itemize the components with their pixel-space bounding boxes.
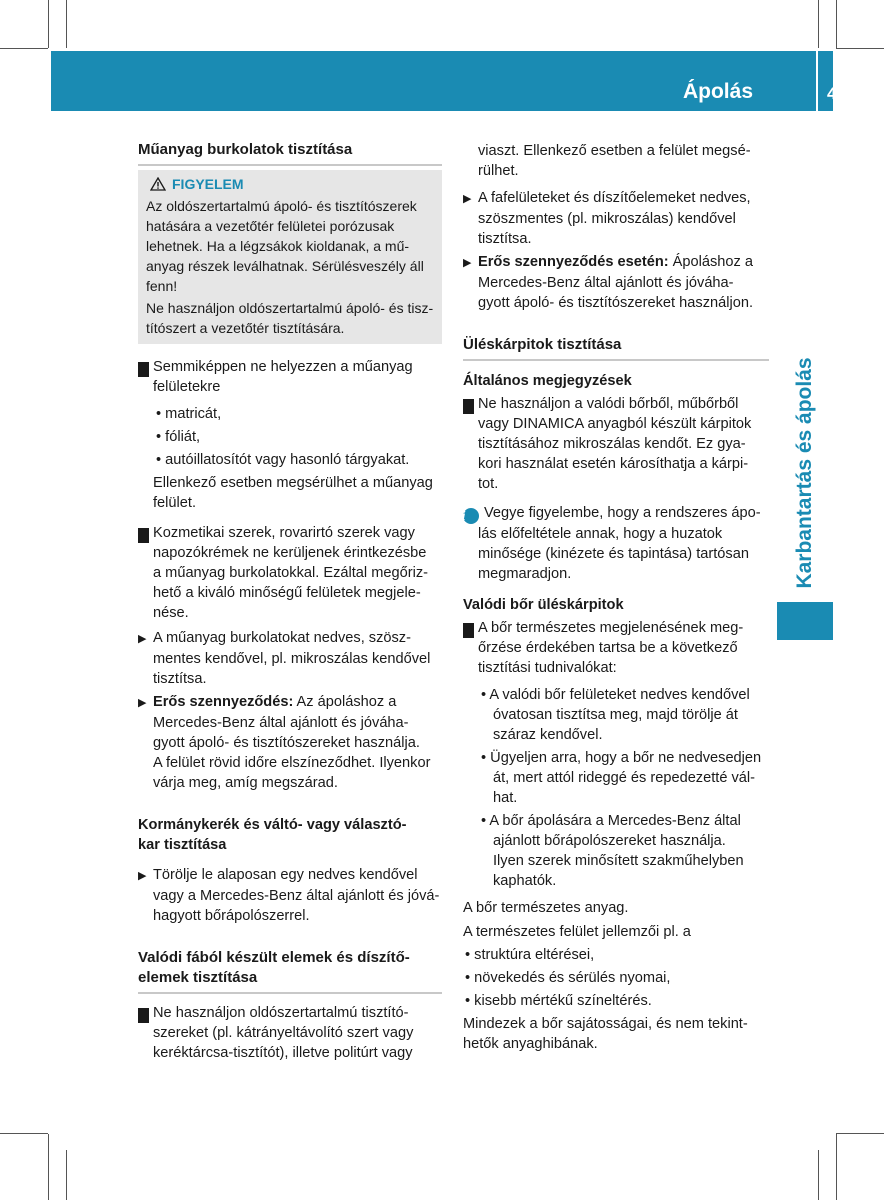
crop-mark — [836, 1133, 884, 1134]
exclamation-icon: ! — [463, 399, 474, 414]
step-paragraph: ▶ Erős szennyeződés esetén: Ápoláshoz a Mercedes-Benz által ajánlott és jóváha- gyott ápoló- és tisztítószereket használjon. — [463, 254, 753, 311]
paragraph: Mindezek a bőr sajátosságai, és nem tekint- hetők anyaghibának. — [463, 1016, 748, 1052]
list-item: • autóillatosítót vagy hasonló tárgyakat. — [156, 452, 410, 468]
info-icon: i — [463, 508, 479, 524]
exclamation-icon: ! — [138, 1008, 149, 1023]
note-paragraph: ! Ne használjon a valódi bőrből, műbőrből vagy DINAMICA anyagból készült kárpitok tisztításához mikroszálas kendőt. Ez gya- kori használat esetén károsíthatja a kárpi- tot. — [459, 396, 752, 492]
list-item: • A valódi bőr felületeket nedves kendővel óvatosan tisztítsa meg, majd törölje át száraz kendővel. — [481, 687, 750, 743]
crop-mark — [0, 1133, 48, 1134]
heading-plastic: Műanyag burkolatok tisztítása — [138, 140, 442, 166]
exclamation-icon: ! — [138, 362, 149, 377]
side-tab-marker — [777, 602, 833, 640]
crop-mark — [48, 1134, 49, 1200]
list-item: • A bőr ápolására a Mercedes-Benz által ajánlott bőrápolószereket használja. Ilyen szerek minősített szakműhelyben kaphatók. — [481, 813, 744, 889]
crop-mark — [48, 0, 49, 48]
warning-box — [138, 170, 442, 344]
page-header — [51, 51, 856, 111]
note-paragraph: ! A bőr természetes megjelenésének meg- őrzése érdekében tartsa be a következő tisztítási tudnivalókat: — [459, 620, 744, 676]
crop-mark — [836, 1134, 837, 1200]
list-item: • matricát, — [156, 406, 222, 422]
heading-upholstery: Üléskárpitok tisztítása — [463, 335, 769, 361]
paragraph: viaszt. Ellenkező esetben a felület megsé- rülhet. — [478, 143, 751, 179]
step-arrow-icon: ▶ — [138, 633, 147, 645]
info-paragraph: i Vegye figyelembe, hogy a rendszeres ápo- lás előfeltétele annak, hogy a huzatok minősége (kinézete és tapintása) tartósan megmaradjon. — [461, 505, 761, 582]
crop-mark — [0, 48, 48, 49]
warning-title — [146, 174, 434, 194]
side-tab-label: Karbantartás és ápolás — [793, 357, 816, 589]
page-number: 405 — [827, 84, 856, 103]
paragraph: A természetes felület jellemzői pl. a — [463, 924, 691, 940]
paragraph: Ellenkező esetben megsérülhet a műanyag felület. — [153, 475, 433, 511]
side-tab — [777, 348, 833, 598]
step-paragraph: ▶ A műanyag burkolatokat nedves, szösz- mentes kendővel, pl. mikroszálas kendővel tisztítsa. — [138, 630, 431, 687]
paragraph: A bőr természetes anyag. — [463, 900, 629, 916]
step-arrow-icon: ▶ — [138, 870, 147, 882]
crop-mark — [818, 0, 819, 48]
list-item: • növekedés és sérülés nyomai, — [465, 970, 671, 986]
step-paragraph: ▶ Törölje le alaposan egy nedves kendővel vagy a Mercedes-Benz által ajánlott és jóvá- hagyott bőrápolószerrel. — [138, 867, 440, 924]
list-item: • fóliát, — [156, 429, 201, 445]
note-paragraph: ! Ne használjon oldószertartalmú tisztító- szereket (pl. kátrányeltávolító szert vagy keréktárcsa-tisztítót), illetve politúrt vagy — [134, 1005, 414, 1061]
crop-mark — [836, 48, 884, 49]
step-paragraph: ▶ A fafelületeket és díszítőelemeket nedves, szöszmentes (pl. mikroszálas) kendővel tisztítsa. — [463, 190, 751, 247]
crop-mark — [818, 1150, 819, 1200]
crop-mark — [66, 1150, 67, 1200]
section-title: Ápolás — [682, 80, 753, 103]
subheading-leather: Valódi bőr üléskárpitok — [463, 597, 624, 613]
crop-mark — [66, 0, 67, 48]
crop-mark — [836, 0, 837, 48]
heading-steering: Kormánykerék és váltó- vagy választó- kar tisztítása — [138, 817, 407, 853]
step-arrow-icon: ▶ — [138, 697, 147, 709]
warning-paragraph: Ne használjon oldószertartalmú ápoló- és tisz- títószert a vezetőtér tisztítására. — [146, 300, 434, 336]
exclamation-icon: ! — [463, 623, 474, 638]
warning-triangle-icon — [150, 177, 166, 191]
step-arrow-icon: ▶ — [463, 257, 472, 269]
list-item: • struktúra eltérései, — [465, 947, 595, 963]
subheading-general: Általános megjegyzések — [463, 373, 632, 389]
warning-title-text: FIGYELEM — [172, 176, 244, 192]
header-divider — [816, 51, 818, 111]
exclamation-icon: ! — [138, 528, 149, 543]
step-arrow-icon: ▶ — [463, 193, 472, 205]
warning-paragraph: Az oldószertartalmú ápoló- és tisztítószerek hatására a vezetőtér felületei porózusak lehetnek. Ha a légzsákok kioldanak, a mű- anyag részek leválhatnak. Sérülésveszély áll fenn! — [146, 198, 424, 294]
heading-wood: Valódi fából készült elemek és díszítő- elemek tisztítása — [138, 948, 442, 994]
list-item: • Ügyeljen arra, hogy a bőr ne nedvesedjen át, mert attól rideggé és repedezetté vál- hat. — [481, 750, 762, 806]
list-item: • kisebb mértékű színeltérés. — [465, 993, 652, 1009]
step-paragraph: ▶ Erős szennyeződés: Az ápoláshoz a Mercedes-Benz által ajánlott és jóváha- gyott ápoló- és tisztítószereket használja. A felület rövid időre elszíneződhet. Ilyenkor várja meg, amíg megszárad. — [138, 694, 431, 791]
note-paragraph: ! Semmiképpen ne helyezzen a műanyag felületekre — [134, 359, 413, 395]
note-paragraph: ! Kozmetikai szerek, rovarirtó szerek vagy napozókrémek ne kerüljenek érintkezésbe a műanyag burkolatokkal. Ezáltal megőriz- hető a kiváló minőségű felületek megjele- nése. — [134, 525, 428, 621]
